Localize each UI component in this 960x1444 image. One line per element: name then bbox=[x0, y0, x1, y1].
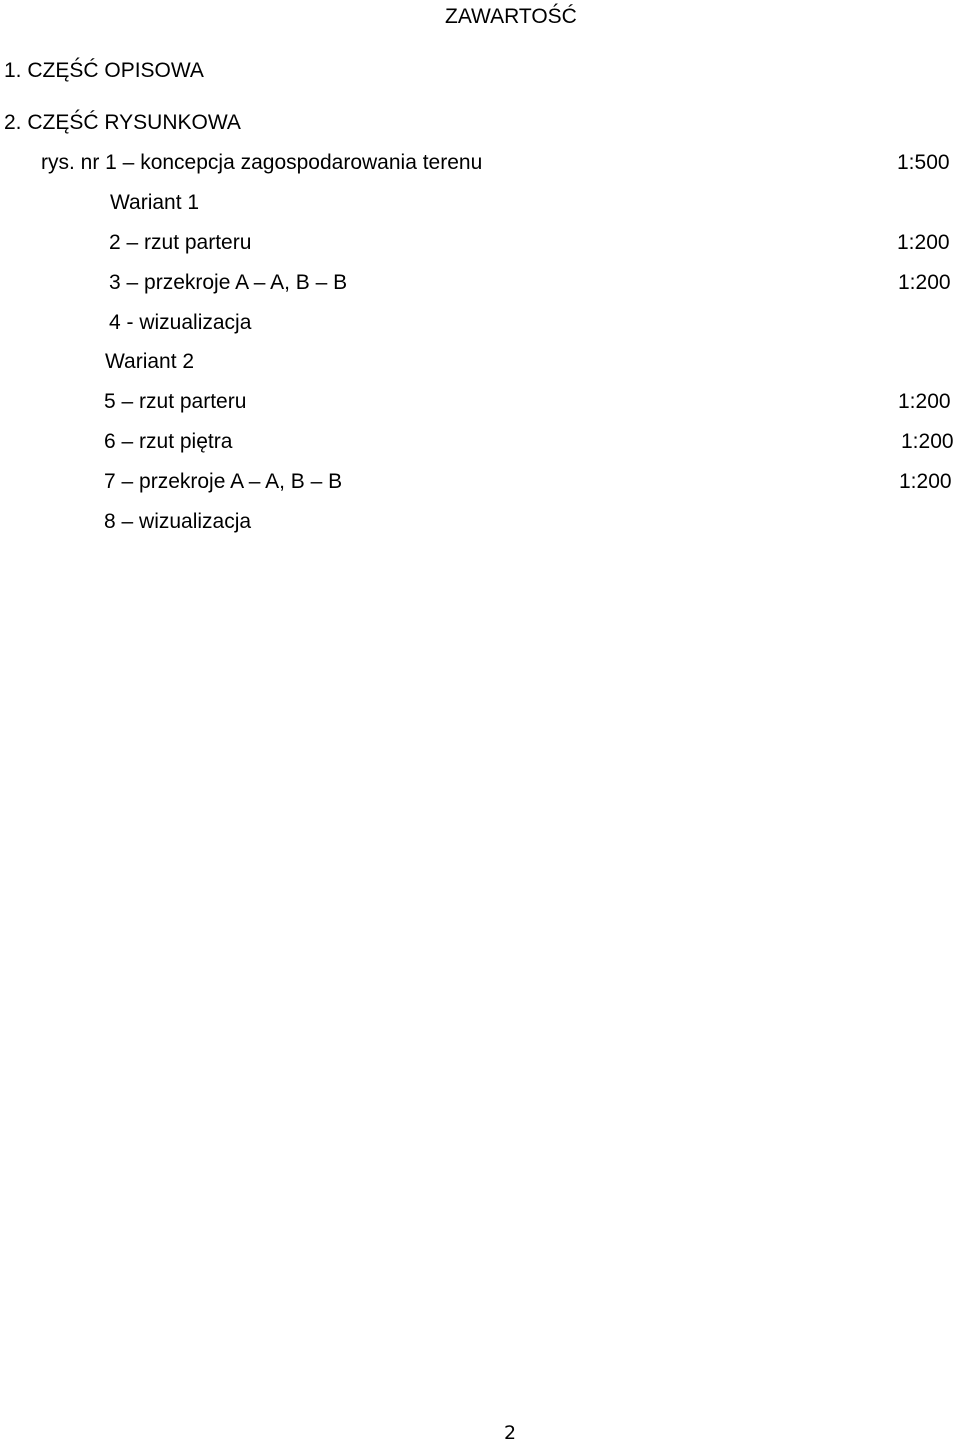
variant-1-title: Wariant 1 bbox=[110, 191, 200, 214]
drawing-1-label: rys. nr 1 – koncepcja zagospodarowania terenu bbox=[41, 151, 483, 174]
section-descriptive: 1. CZĘŚĆ OPISOWA bbox=[4, 59, 204, 82]
drawing-6-label: 6 – rzut piętra bbox=[104, 430, 233, 453]
drawing-5-label: 5 – rzut parteru bbox=[104, 390, 247, 413]
page-title: ZAWARTOŚĆ bbox=[445, 5, 577, 28]
drawing-5-scale: 1:200 bbox=[898, 390, 951, 413]
drawing-7-scale: 1:200 bbox=[899, 470, 952, 493]
drawing-2-scale: 1:200 bbox=[897, 231, 950, 254]
drawing-2-label: 2 – rzut parteru bbox=[109, 231, 252, 254]
drawing-3-label: 3 – przekroje A – A, B – B bbox=[109, 271, 348, 294]
drawing-7-label: 7 – przekroje A – A, B – B bbox=[104, 470, 343, 493]
drawing-3-scale: 1:200 bbox=[898, 271, 951, 294]
drawing-8-label: 8 – wizualizacja bbox=[104, 510, 252, 533]
section-drawings: 2. CZĘŚĆ RYSUNKOWA bbox=[4, 111, 241, 134]
variant-2-title: Wariant 2 bbox=[105, 350, 195, 373]
drawing-4-label: 4 - wizualizacja bbox=[109, 311, 252, 334]
drawing-1-scale: 1:500 bbox=[897, 151, 950, 174]
drawing-6-scale: 1:200 bbox=[901, 430, 954, 453]
page-number: 2 bbox=[504, 1422, 517, 1444]
